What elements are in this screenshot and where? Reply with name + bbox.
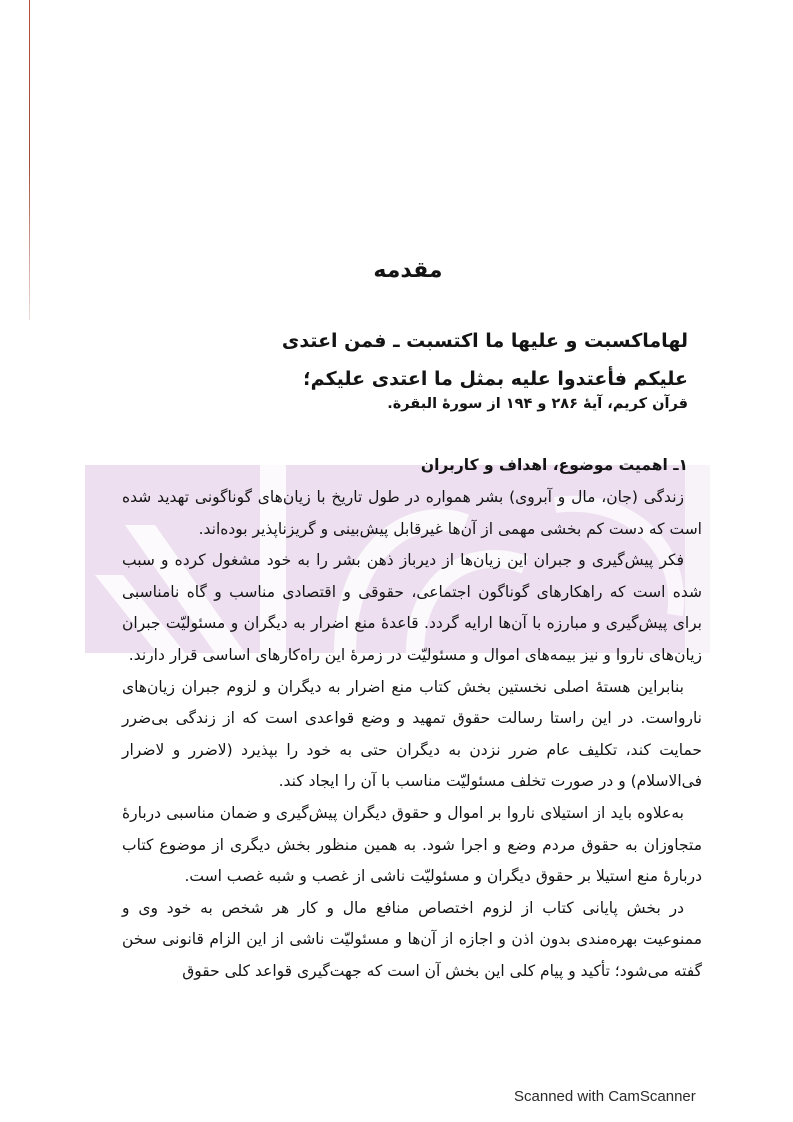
epigraph: [168, 322, 688, 398]
epigraph-line: لهاماکسبت و علیها ما اکتسبت ـ فمن اعتدی: [281, 330, 688, 352]
chapter-title: مقدمه: [373, 258, 443, 283]
paragraph: زندگی (جان، مال و آبروی) بشر همواره در طول تاریخ با زیان‌های گوناگونی تهدید شده است که دست کم بخشی مهمی از آن‌ها غیرقابل پیش‌بینی و گریزناپذیر بوده‌اند.: [122, 488, 702, 538]
section-heading: ۱ـ اهمیت موضوع، اهداف و کاربران: [420, 456, 688, 474]
paragraph: در بخش پایانی کتاب از لزوم اختصاص منافع مال و کار هر شخص به خود وی و ممنوعیت بهره‌مندی بدون اذن و اجازه از آن‌ها و مسئولیّت ناشی از این الزام قانونی سخن گفته می‌شود؛ تأکید و پیام کلی این بخش آن است که جهت‌گیری قواعد کلی حقوق: [122, 898, 702, 980]
paragraph: به‌علاوه باید از استیلای ناروا بر اموال و حقوق دیگران پیش‌گیری و ضمان مناسبی دربارهٔ متجاوزان به حقوق مردم وضع و اجرا شود. به همین منظور بخش دیگری از موضوع کتاب دربارهٔ منع استیلا بر حقوق دیگران و مسئولیّت ناشی از غصب و شبه غصب است.: [122, 803, 702, 886]
scanner-stamp: Scanned with CamScanner: [514, 1088, 696, 1105]
epigraph-source: قرآن کریم، آیهٔ ۲۸۶ و ۱۹۴ از سورهٔ البقرة.: [387, 396, 688, 412]
paragraph: فکر پیش‌گیری و جبران این زیان‌ها از دیرباز ذهن بشر را به خود مشغول کرده و سبب شده است که راهکارهای گوناگون اجتماعی، حقوقی و اقتصادی مناسب و گاه نامناسبی برای پیش‌گیری و مبارزه با آن‌ها ارایه گردد. قاعدهٔ منع اضرار به دیگران و مسئولیّت جبران زیان‌های ناروا و نیز بیمه‌های اموال و مسئولیّت در زمرهٔ این راه‌کارهای اساسی قرار دارند.: [122, 551, 702, 664]
body-text: [122, 482, 702, 988]
epigraph-line: علیکم فأعتدوا علیه بمثل ما اعتدی علیکم؛: [303, 368, 688, 390]
paragraph: بنابراین هستهٔ اصلی نخستین بخش کتاب منع اضرار به دیگران و لزوم جبران زیان‌های نارواست. در این راستا رسالت حقوق تمهید و وضع قواعدی است که از زندگی بی‌ضرر حمایت کند، تکلیف عام ضرر نزدن به دیگران حتی به خود را بپذیرد (لاضرر و لاضرار فی‌الاسلام) و در صورت تخلف مسئولیّت مناسب با آن را ایجاد کند.: [122, 677, 702, 791]
page-edge-line: [29, 0, 30, 320]
